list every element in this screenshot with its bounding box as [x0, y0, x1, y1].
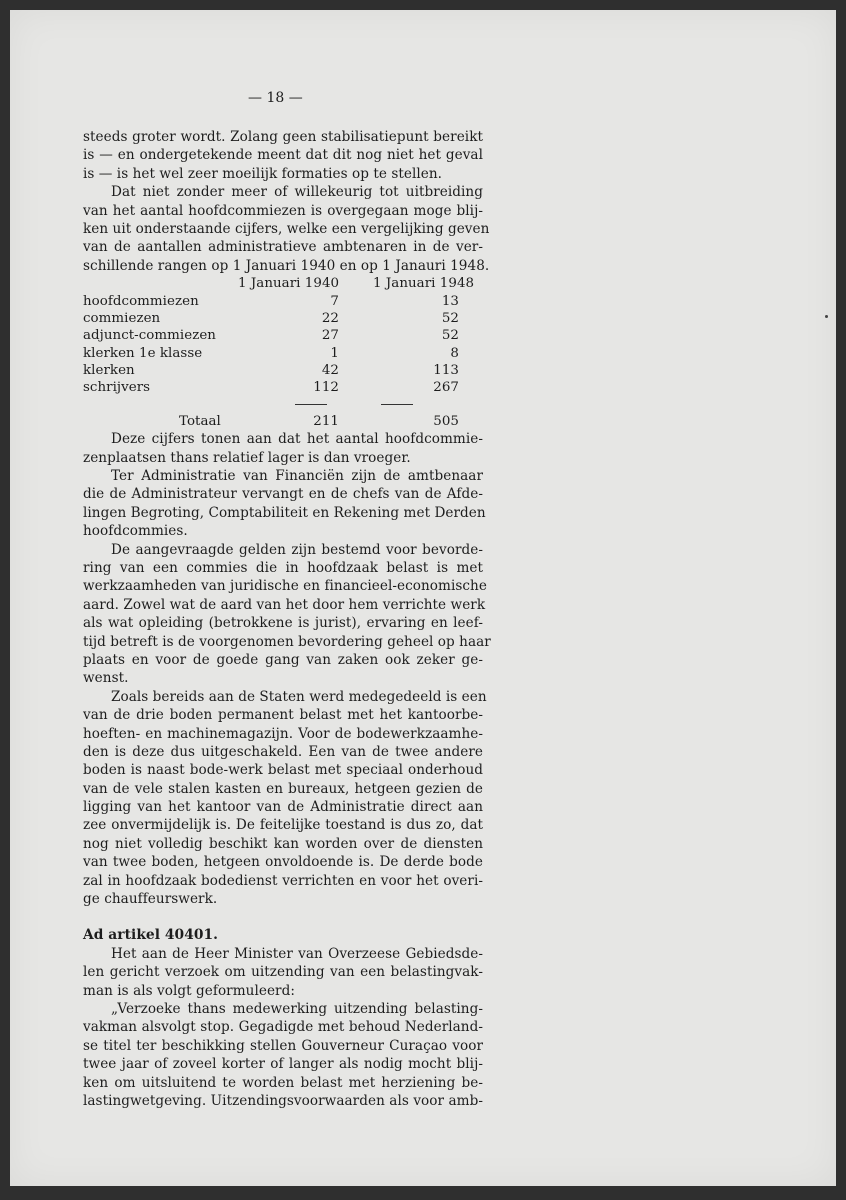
row-label: hoofdcommiezen [83, 293, 199, 309]
text-line: vakman alsvolgt stop. Gegadigde met behoud Nederland- [83, 1019, 483, 1036]
table-row [83, 379, 483, 396]
text-line: ken uit onderstaande cijfers, welke een vergelijking geven [83, 220, 490, 237]
value-1940: 27 [321, 328, 339, 344]
row-label: schrijvers [83, 380, 151, 396]
value-1940: 1 [330, 345, 339, 361]
text-line: steeds groter wordt. Zolang geen stabilisatiepunt bereikt [83, 129, 483, 145]
table-total-row [83, 413, 483, 430]
text-line: aard. Zowel wat de aard van het door hem verrichte werk [83, 596, 486, 613]
paper-speck [825, 315, 828, 318]
text-line: hoofdcommies. [83, 523, 188, 540]
text-line: Ter Administratie van Financiën zijn de amtbenaar [111, 468, 483, 485]
value-1948: 8 [450, 345, 459, 361]
paragraph-5 [83, 541, 491, 688]
paragraph-2 [83, 183, 490, 275]
text-line: Deze cijfers tonen aan dat het aantal hoofdcommie- [111, 431, 483, 448]
text-line: len gericht verzoek om uitzending van een belastingvak- [83, 964, 483, 981]
text-line: ring van een commies die in hoofdzaak belast is met [83, 559, 483, 576]
document-page [10, 10, 836, 1186]
sum-rule-row [83, 397, 483, 413]
page-body [83, 128, 491, 1110]
value-1948: 267 [433, 380, 459, 396]
total-label: Totaal [179, 413, 221, 429]
text-line: die de Administrateur vervangt en de chefs van de Afde- [83, 486, 483, 503]
value-1940: 42 [321, 363, 339, 379]
text-line: lingen Begroting, Comptabiliteit en Rekening met Derden [83, 504, 486, 521]
text-line: man is als volgt geformuleerd: [83, 982, 295, 999]
text-line: plaats en voor de goede gang van zaken ook zeker ge- [83, 651, 483, 668]
text-line: is — en ondergetekende meent dat dit nog niet het geval [83, 147, 483, 164]
table-row [83, 362, 483, 379]
total-1940: 211 [313, 413, 339, 429]
text-line: Zoals bereids aan de Staten werd medegedeeld is een [111, 688, 487, 705]
column-header-1940: 1 Januari 1940 [238, 276, 340, 292]
row-label: commiezen [83, 310, 161, 326]
text-line: wenst. [83, 670, 129, 687]
text-line: se titel ter beschikking stellen Gouverneur Curaçao voor [83, 1037, 483, 1054]
text-line: nog niet volledig beschikt kan worden over de diensten [83, 835, 483, 852]
total-1948: 505 [433, 413, 459, 429]
paragraph-6 [83, 688, 487, 909]
staff-table [83, 275, 483, 430]
text-line: is — is het wel zeer moeilijk formaties op te stellen. [83, 165, 443, 182]
value-1940: 112 [313, 380, 339, 396]
paragraph-1 [83, 128, 483, 183]
text-line: zal in hoofdzaak bodedienst verrichten en voor het overi- [83, 872, 483, 889]
text-line: Het aan de Heer Minister van Overzeese Gebiedsde- [111, 945, 483, 962]
text-line: zenplaatsen thans relatief lager is dan vroeger. [83, 449, 411, 466]
text-line: van de drie boden permanent belast met het kantoorbe- [83, 707, 483, 724]
value-1940: 7 [330, 293, 339, 309]
table-row [83, 310, 483, 327]
paragraph-4 [83, 467, 486, 541]
table-header [83, 275, 483, 292]
text-line: den is deze dus uitgeschakeld. Een van de twee andere [83, 743, 483, 760]
row-label: klerken [83, 363, 135, 379]
column-header-1948: 1 Januari 1948 [373, 276, 475, 292]
value-1948: 113 [433, 363, 459, 379]
text-line: ken om uitsluitend te worden belast met herziening be- [83, 1074, 483, 1091]
text-line: schillende rangen op 1 Januari 1940 en op 1 Janauri 1948. [83, 257, 490, 274]
paragraph-3 [83, 430, 483, 467]
table-row [83, 327, 483, 344]
table-row [83, 293, 483, 310]
text-line: boden is naast bode-werk belast met speciaal onderhoud [83, 762, 483, 779]
text-line: als wat opleiding (betrokkene is jurist), ervaring en leef- [83, 615, 483, 632]
row-label: klerken 1e klasse [83, 345, 203, 361]
text-line: ge chauffeurswerk. [83, 891, 218, 908]
text-line: van het aantal hoofdcommiezen is overgegaan moge blij- [83, 202, 483, 219]
text-line: De aangevraagde gelden zijn bestemd voor bevorde- [111, 541, 483, 558]
sum-rule [381, 404, 413, 405]
value-1948: 13 [441, 293, 459, 309]
paragraph-7 [83, 945, 483, 1000]
text-line: van twee boden, hetgeen onvoldoende is. De derde bode [83, 854, 483, 871]
table-row [83, 345, 483, 362]
value-1948: 52 [441, 310, 459, 326]
value-1948: 52 [441, 328, 459, 344]
value-1940: 22 [321, 310, 339, 326]
text-line: Dat niet zonder meer of willekeurig tot uitbreiding [111, 184, 483, 201]
page-number: — 18 — [248, 90, 303, 106]
text-line: twee jaar of zoveel korter of langer als nodig mocht blij- [83, 1056, 483, 1073]
sum-rule [295, 404, 327, 405]
text-line: lastingwetgeving. Uitzendingsvoorwaarden als voor amb- [83, 1092, 483, 1109]
text-line: werkzaamheden van juridische en financieel-economische [83, 578, 487, 595]
text-line: tijd betreft is de voorgenomen bevordering geheel op haar [83, 633, 491, 650]
text-line: „Verzoeke thans medewerking uitzending belasting- [111, 1000, 483, 1017]
section-heading: Ad artikel 40401. [83, 927, 219, 944]
text-line: hoeften- en machinemagazijn. Voor de bodewerkzaamhe- [83, 725, 483, 742]
text-line: van de vele stalen kasten en bureaux, hetgeen gezien de [83, 780, 483, 797]
text-line: van de aantallen administratieve ambtenaren in de ver- [83, 239, 483, 256]
paragraph-8 [83, 1000, 483, 1110]
text-line: ligging van het kantoor van de Administratie direct aan [83, 799, 483, 816]
text-line: zee onvermijdelijk is. De feitelijke toestand is dus zo, dat [83, 817, 483, 834]
row-label: adjunct-commiezen [83, 328, 216, 344]
